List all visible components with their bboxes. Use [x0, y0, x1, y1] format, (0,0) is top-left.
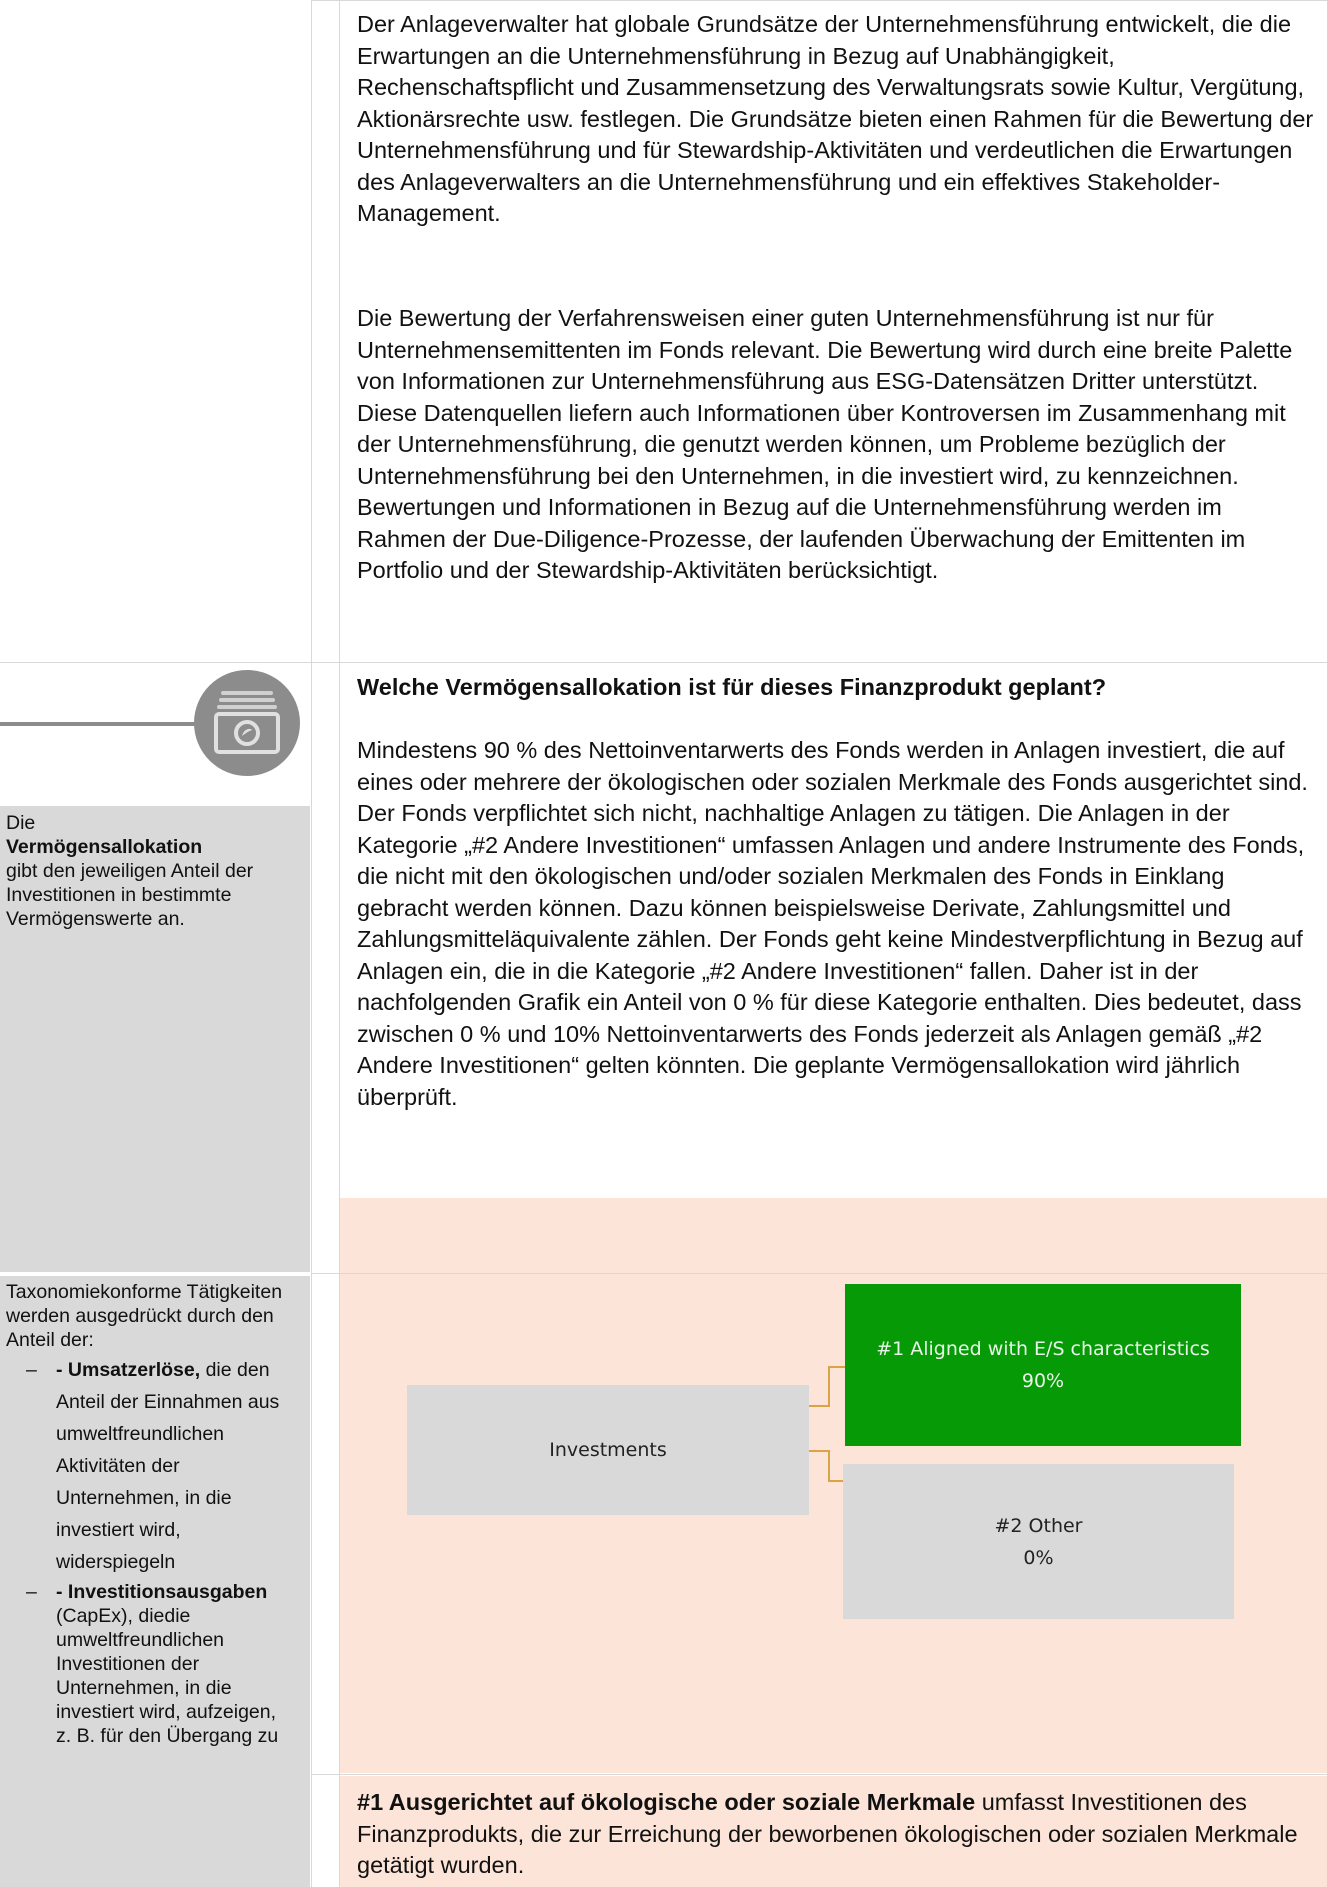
aligned-value: 90% [1021, 1370, 1065, 1392]
list-item [6, 1580, 296, 1748]
list-item [6, 1354, 296, 1578]
sidebar-alloc-term: Vermögensallokation [6, 836, 203, 858]
sidebar-taxonomy-intro: Taxonomiekonforme Tätigkeiten werden ausgedrückt durch den Anteil der: [6, 1281, 283, 1351]
footer-note [357, 1787, 1312, 1882]
governance-paragraph-2: Die Bewertung der Verfahrensweisen einer guten Unternehmensführung ist nur für Unternehmensemittenten im Fonds relevant. Die Bewertung wird durch eine breite Palette von Informationen zur Unternehmensführung aus ESG-Datensätzen Dritter unterstützt. Diese Datenquellen liefern auch Informationen über Kontroversen im Zusammenhang mit der Unternehmensführung, die genutzt werden können, um Probleme bezüglich der Unternehmensführung bei den Unternehmen, in die investiert wird, zu kennzeichnen. Bewertungen und Informationen in Bezug auf die Unternehmensführung werden im Rahmen der Due-Diligence-Prozesse, der laufenden Überwachung der Emittenten im Portfolio und der Stewardship-Aktivitäten berücksichtigt. [357, 305, 1293, 583]
icon-connector-line [0, 722, 200, 726]
investments-box [407, 1385, 809, 1515]
footer-note-divider [311, 1774, 1327, 1775]
footer-note-text: umfasst Investitionen des Finanzprodukts, die zur Erreichung der beworbenen ökologischen oder sozialen Merkmale getätigt wurden. [357, 1789, 1298, 1878]
dash-marker: – [26, 1359, 37, 1381]
footer-note-term: #1 Ausgerichtet auf ökologische oder soziale Merkmale [357, 1789, 976, 1815]
sidebar-alloc-post: gibt den jeweiligen Anteil der Investitionen in bestimmte Vermögenswerte an. [6, 860, 254, 930]
sidebar-item1-text: die den Anteil der Einnahmen aus umweltfreundlichen Aktivitäten der Unternehmen, in die investiert wird, widerspiegeln [56, 1359, 280, 1573]
grid-line-left [311, 0, 312, 1887]
sidebar-item2-text: (CapEx), diedie umweltfreundlichen Investitionen der Unternehmen, in die investiert wird, aufzeigen, z. B. für den Übergang zu [56, 1605, 279, 1747]
chart-area-divider [311, 1273, 1327, 1274]
dash-marker: – [26, 1581, 37, 1603]
grid-line-top [311, 0, 1327, 1]
aligned-label: #1 Aligned with E/S characteristics [876, 1338, 1210, 1360]
governance-paragraph-1: Der Anlageverwalter hat globale Grundsätze der Unternehmensführung entwickelt, die die Erwartungen an die Unternehmensführung in Bezug auf Unabhängigkeit, Rechenschaftspflicht und Zusammensetzung des Verwaltungsrats sowie Kultur, Vergütung, Aktionärsrechte usw. festlegen. Die Grundsätze bieten einen Rahmen für die Bewertung der Unternehmensführung und für Stewardship-Aktivitäten und verdeutlichen die Erwartungen des Anlageverwalters an die Unternehmensführung und ein effektives Stakeholder-Management. [357, 11, 1314, 226]
sidebar-taxonomy-definition [6, 1280, 296, 1748]
allocation-body: Mindestens 90 % des Nettoinventarwerts des Fonds werden in Anlagen investiert, die auf eines oder mehrere der ökologischen oder sozialen Merkmale des Fonds ausgerichtet sind. Der Fonds verpflichtet sich nicht, nachhaltige Anlagen zu tätigen. Die Anlagen in der Kategorie „#2 Andere Investitionen“ umfassen Anlagen und andere Instrumente des Fonds, die nicht mit den ökologischen und/oder sozialen Merkmalen des Fonds in Einklang gebracht werden können. Dazu können beispielsweise Derivate, Zahlungsmittel und Zahlungsmitteläquivalente zählen. Der Fonds geht keine Mindestverpflichtung in Bezug auf Anlagen ein, die in die Kategorie „#2 Andere Investitionen“ fallen. Daher ist in der nachfolgenden Grafik ein Anteil von 0 % für diese Kategorie enthalten. Dies bedeutet, dass zwischen 0 % und 10% Nettoinventarwerts des Fonds jederzeit als Anlagen gemäß „#2 Andere Investitionen“ gelten könnten. Die geplante Vermögensallokation wird jährlich überprüft. [357, 737, 1308, 1110]
other-label: #2 Other [994, 1514, 1083, 1537]
connector-horizontal-lower-right [828, 1480, 843, 1482]
connector-horizontal-upper-right [828, 1366, 845, 1368]
sidebar-item1-term: - Umsatzerlöse, [56, 1359, 201, 1381]
allocation-heading: Welche Vermögensallokation ist für dieses Finanzprodukt geplant? [357, 674, 1107, 700]
connector-vertical-lower [828, 1450, 830, 1482]
banknote-icon [194, 670, 300, 776]
connector-vertical-upper [828, 1366, 830, 1407]
aligned-box [845, 1284, 1241, 1446]
sidebar-allocation-definition [6, 811, 296, 931]
sidebar-alloc-pre: Die [6, 812, 36, 834]
grid-line-section [0, 662, 1327, 663]
connector-horizontal-upper-left [809, 1405, 829, 1407]
investments-label: Investments [549, 1439, 667, 1461]
other-value: 0% [1023, 1546, 1054, 1569]
connector-horizontal-lower-left [809, 1450, 829, 1452]
sidebar-item2-term: - Investitionsausgaben [56, 1581, 268, 1603]
other-box [843, 1464, 1234, 1619]
sidebar-taxonomy-list [6, 1354, 296, 1748]
